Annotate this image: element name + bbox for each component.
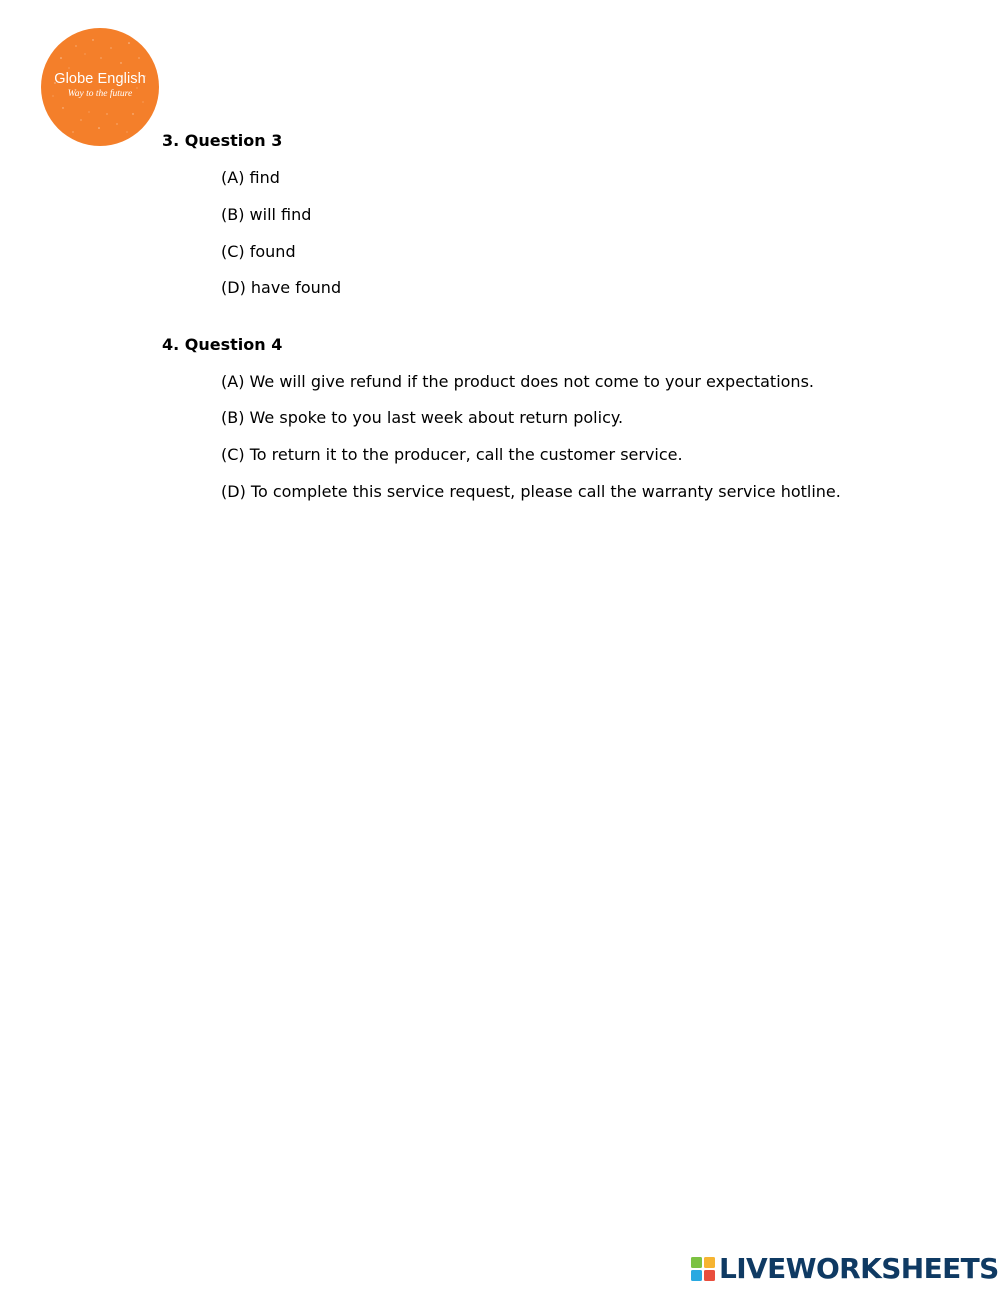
question-4-heading: 4. Question 4 bbox=[162, 335, 283, 354]
question-4-option-d: (D) To complete this service request, please call the warranty service hotline. bbox=[221, 482, 841, 501]
question-3-option-a: (A) find bbox=[221, 168, 280, 187]
question-3-option-d: (D) have found bbox=[221, 278, 342, 297]
question-4-option-c: (C) To return it to the producer, call the customer service. bbox=[221, 445, 683, 464]
question-3-option-c: (C) found bbox=[221, 242, 296, 261]
liveworksheets-icon bbox=[691, 1257, 715, 1281]
liveworksheets-brand bbox=[691, 1253, 999, 1285]
question-3-option-b: (B) will find bbox=[221, 205, 312, 224]
logo-subtitle: Way to the future bbox=[67, 89, 133, 99]
question-4-option-b: (B) We spoke to you last week about return policy. bbox=[221, 408, 624, 427]
speckle-texture bbox=[41, 28, 159, 146]
logo-title: Globe English bbox=[54, 71, 146, 87]
globe-english-logo bbox=[41, 28, 159, 146]
liveworksheets-wordmark: LIVEWORKSHEETS bbox=[719, 1252, 999, 1285]
question-4-option-a: (A) We will give refund if the product does not come to your expectations. bbox=[221, 372, 814, 391]
question-3-heading: 3. Question 3 bbox=[162, 131, 283, 150]
